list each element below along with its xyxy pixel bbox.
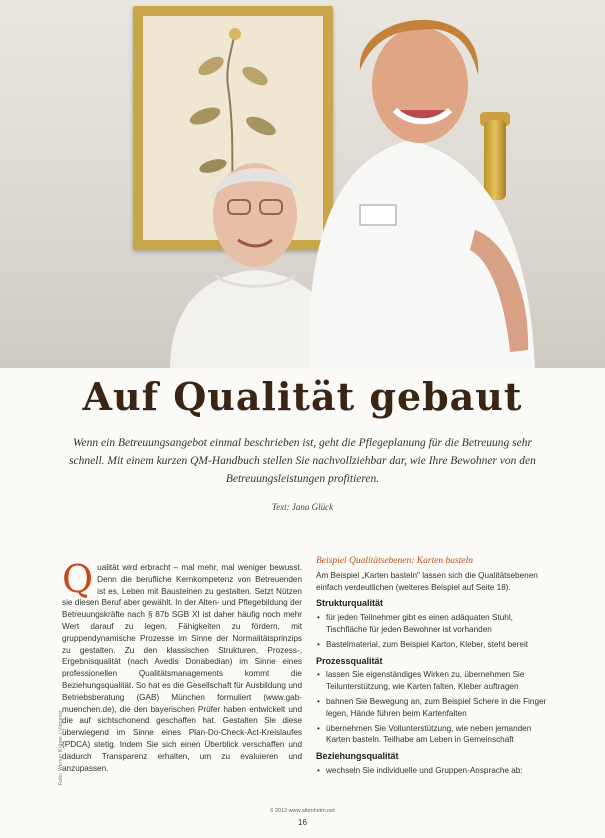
body-text: ualität wird erbracht – mal mehr, mal weniger bewusst. Denn die berufliche Kernkompetenz von Betreuenden ist es, Leben mit Bausteinen zu gestalten. Setzt Nützen sie diesen Beruf aber gewählt. In der Alten- und Pflegebildung der Betreuungskräfte nach § 87b SGB XI ist daher häufig noch mehr Wert darauf zu legen, Fähigkeiten zu fördern, mit gruppendynamische Prozesse im Sinne der Normalitätsprinzips zu gestalten. Zu den klassischen Strukturen, Prozess-, Ergebnisqualität (nach Avedis Donabedian) im Sinne eines professionellen Qualitätsmanagements kommt die Beziehungsqualität. So hat es die Gesellschaft für Ausbildung und Betriebsberatung (GAB) München formuliert (www.gab-muenchen.de), die den bayerischen Prüfer haben entwickelt und die auf sichtschonend geschaffen hat. Gestalten Sie diese überwiegend im Sinne eines Plan-Do-Check-Act-Kreislaufes (PDCA) stetig. Indem Sie sich einen Überblick verschaffen und dadurch Transparenz erhalten, um zu evaluieren und anzupassen.: [62, 563, 302, 773]
article-lead: Wenn ein Betreuungsangebot einmal beschrieben ist, geht die Pflegeplanung für die Betreuung sehr schnell. Mit einem kurzen QM-Handbuch stellen Sie nachvollziehbar dar, wie Ihre Bewohner von den Betreuungsleistungen profitieren.: [69, 437, 536, 485]
list-item: • wechseln Sie individuelle und Gruppen-Ansprache ab:: [316, 765, 548, 777]
section-heading-beziehung: Beziehungsqualität: [316, 751, 399, 762]
drop-cap: Q: [62, 557, 94, 601]
list-item: • bahnen Sie Bewegung an, zum Beispiel Schere in die Finger legen, Hände führen beim Kartenfalten: [316, 696, 548, 720]
list-item: • übernehmen Sie Vollunterstützung, wie neben jemanden Karten basteln. Teilhabe am Leben in Gemeinschaft: [316, 723, 548, 747]
example-subheading: Beispiel Qualitätsebenen: Karten basteln: [316, 556, 473, 566]
left-column: [62, 557, 302, 774]
beziehung-list: [316, 765, 548, 777]
right-column: [316, 556, 548, 780]
list-item: • Bastelmaterial, zum Beispiel Karton, Kleber, steht bereit: [316, 639, 548, 651]
header-photo: [0, 0, 605, 368]
prozess-list: [316, 669, 548, 746]
page-number: 16: [298, 818, 307, 827]
struktur-list: [316, 612, 548, 650]
list-item: • für jeden Teilnehmer gibt es einen adäquaten Stuhl, Tischfläche für jeden Bewohner ist vorhanden: [316, 612, 548, 636]
example-intro: Am Beispiel „Karten basteln" lassen sich die Qualitätsebenen einfach verdeutlichen (weiteres Beispiel auf Seite 18).: [316, 570, 538, 592]
author-byline: Text: Jana Glück: [271, 502, 334, 512]
caregiver-woman: [300, 0, 540, 368]
footer-url: 6 2013 www.altenheim.net: [270, 808, 335, 814]
section-heading-struktur: Strukturqualität: [316, 598, 384, 609]
list-item: • lassen Sie eigenständiges Wirken zu, übernehmen Sie Teilunterstützung, wie Karten falten, Kleber auftragen: [316, 669, 548, 693]
photo-credit: Foto: Werner Krüper / Vincentz: [58, 710, 64, 785]
section-heading-prozess: Prozessqualität: [316, 655, 383, 666]
article-title: Auf Qualität gebaut: [82, 374, 523, 419]
